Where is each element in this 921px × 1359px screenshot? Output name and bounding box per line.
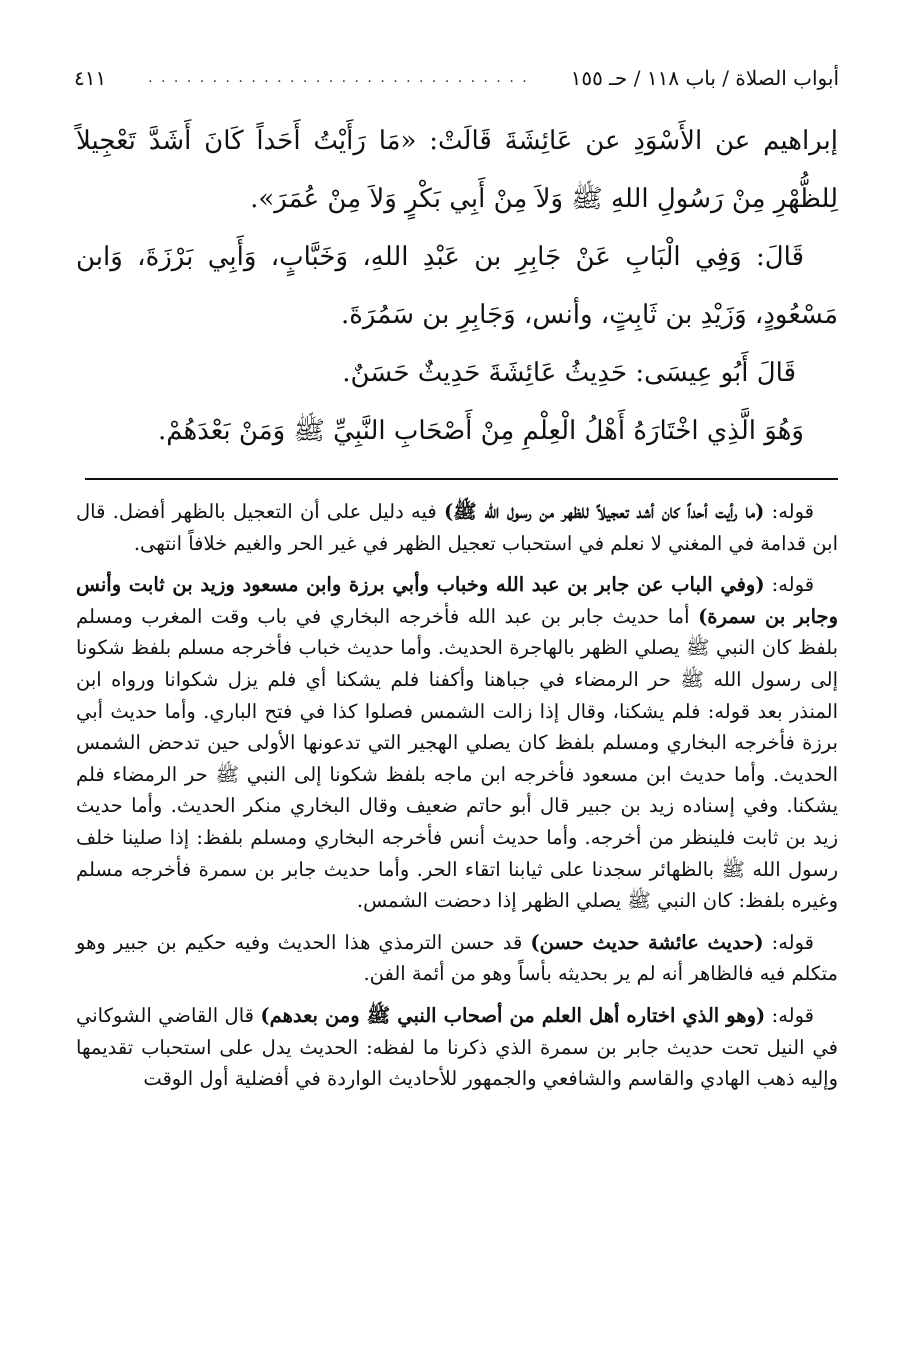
- commentary-body: فيه دليل على أن التعجيل بالظهر أفضل. قال ابن قدامة في المغني لا نعلم في استحباب تعجيل الظهر في غير الحر والغيم خلافاً انتهى.: [76, 500, 838, 555]
- commentary-prefix: قوله:: [764, 573, 815, 597]
- running-header: [74, 60, 839, 96]
- commentary-prefix: قوله:: [764, 500, 814, 523]
- commentary-paragraph: [76, 927, 838, 990]
- hadith-paragraph: إبراهيم عن الأَسْوَدِ عن عَائِشَةَ قَالَتْ: «مَا رَأَيْتُ أَحَداً كَانَ أَشَدَّ تَعْجِيلاً لِلظُّهْرِ مِنْ رَسُولِ اللهِ ﷺ وَلاَ مِنْ أَبِي بَكْرٍ وَلاَ مِنْ عُمَرَ».: [76, 126, 838, 214]
- commentary-body: قال القاضي الشوكاني في النيل تحت حديث جابر بن سمرة الذي ذكرنا ما لفظه: الحديث يدل على استحباب تقديمها وإليه ذهب الهادي والقاسم والشافعي والجمهور للأحاديث الواردة في أفضلية أول الوقت: [76, 1003, 838, 1091]
- section-divider: [85, 478, 838, 480]
- commentary-body: قد حسن الترمذي هذا الحديث وفيه حكيم بن جبير وهو متكلم فيه فالظاهر أنه لم ير بحديثه بأساً وهو من أئمة الفن.: [76, 930, 838, 986]
- commentary-prefix: قوله:: [763, 930, 815, 954]
- commentary: [76, 496, 838, 1105]
- hadith-paragraph: قَالَ أَبُو عِيسَى: حَدِيثُ عَائِشَةَ حَدِيثٌ حَسَنٌ.: [342, 358, 796, 388]
- commentary-prefix: قوله:: [765, 1003, 814, 1027]
- commentary-lead: (حديث عائشة حديث حسن): [530, 930, 764, 954]
- commentary-paragraph: [76, 569, 838, 917]
- commentary-lead: (وهو الذي اختاره أهل العلم من أصحاب النبي ﷺ ومن بعدهم): [260, 1003, 766, 1027]
- hadith-paragraph: وَهُوَ الَّذِي اخْتَارَهُ أَهْلُ الْعِلْمِ مِنْ أَصْحَابِ النَّبِيِّ ﷺ وَمَنْ بَعْدَهُمْ.: [157, 416, 804, 446]
- commentary-body: أما حديث جابر بن عبد الله فأخرجه البخاري في باب وقت المغرب ومسلم بلفظ كان النبي ﷺ يصلي الظهر بالهاجرة الحديث. وأما حديث خباب فأخرجه مسلم بلفظ شكونا إلى رسول الله ﷺ حر الرمضاء في جباهنا وأكفنا فلم يشكنا أي فلم يزل شكوانا ورواه ابن المنذر بعد قوله: فلم يشكنا، وقال إذا زالت الشمس فصلوا كذا في فتح الباري. وأما حديث أبي برزة فأخرجه البخاري ومسلم بلفظ كان يصلي الهجير التي تدعونها الأولى حين تدحض الشمس الحديث. وأما حديث ابن مسعود فأخرجه ابن ماجه بلفظ شكونا إلى النبي ﷺ حر الرمضاء فلم يشكنا. وفي إسناده زيد بن جبير قال أبو حاتم ضعيف وقال البخاري منكر الحديث. وأما حديث زيد بن ثابت فلينظر من أخرجه. وأما حديث أنس فأخرجه البخاري ومسلم بلفظ: إذا صلينا خلف رسول الله ﷺ بالظهائر سجدنا على ثيابنا اتقاء الحر. وأما حديث جابر بن سمرة فأخرجه مسلم وغيره بلفظ: كان النبي ﷺ يصلي الظهر إذا دحضت الشمس.: [76, 604, 838, 913]
- commentary-paragraph: [76, 496, 838, 559]
- commentary-paragraph: [76, 1000, 838, 1095]
- commentary-lead: (وفي الباب عن جابر بن عبد الله وخباب وأبي برزة وابن مسعود وزيد بن ثابت وأنس وجابر بن سمرة): [76, 573, 838, 628]
- header-leader-dots: . . . . . . . . . . . . . . . . . . . . . . . . . . . . . .: [148, 70, 529, 86]
- hadith-text: [76, 112, 838, 460]
- page-number: ٤١١: [74, 66, 107, 90]
- commentary-lead: (ما رأيت أحداً كان أشد تعجيلاً للظهر من رسول الله ﷺ): [443, 500, 765, 523]
- hadith-paragraph: قَالَ: وَفِي الْبَابِ عَنْ جَابِرِ بن عَبْدِ اللهِ، وَخَبَّابٍ، وَأَبِي بَرْزَةَ، وَابن مَسْعُودٍ، وَزَيْدِ بن ثَابِتٍ، وأنس، وَجَابِرِ بن سَمُرَةَ.: [76, 242, 838, 330]
- header-title: أبواب الصلاة / باب ١١٨ / حـ ١٥٥: [570, 66, 839, 90]
